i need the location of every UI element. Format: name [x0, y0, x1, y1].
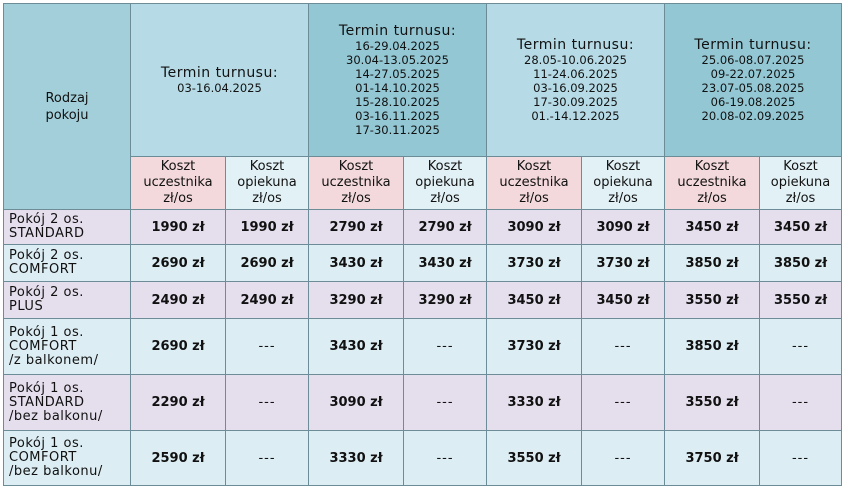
- guardian-price-cell: 2690 zł: [226, 245, 309, 282]
- room-type-cell: Pokój 2 os. STANDARD: [4, 210, 131, 245]
- participant-price-cell: 1990 zł: [131, 210, 226, 245]
- cost-guardian-header: Koszt opiekuna zł/os: [226, 157, 309, 210]
- table-row: [4, 282, 842, 319]
- term-date: 14-27.05.2025: [355, 67, 440, 81]
- term-date: 03-16.11.2025: [355, 109, 440, 123]
- price-table-body: [4, 210, 842, 486]
- participant-price-cell: 2690 zł: [131, 245, 226, 282]
- table-row: [4, 375, 842, 431]
- participant-price-cell: 3330 zł: [487, 375, 582, 431]
- guardian-price-cell: 2790 zł: [404, 210, 487, 245]
- participant-price-cell: 2690 zł: [131, 319, 226, 375]
- room-type-cell: Pokój 2 os. COMFORT: [4, 245, 131, 282]
- participant-price-cell: 3330 zł: [309, 431, 404, 486]
- cost-participant-header: Koszt uczestnika zł/os: [665, 157, 760, 210]
- term-dates-1: [131, 81, 308, 95]
- term-date: 11-24.06.2025: [533, 67, 618, 81]
- participant-price-cell: 2490 zł: [131, 282, 226, 319]
- participant-price-cell: 3750 zł: [665, 431, 760, 486]
- guardian-price-cell: ---: [582, 319, 665, 375]
- room-type-cell: Pokój 1 os. COMFORT /z balkonem/: [4, 319, 131, 375]
- participant-price-cell: 3450 zł: [665, 210, 760, 245]
- term-date: 16-29.04.2025: [355, 39, 440, 53]
- guardian-price-cell: ---: [404, 431, 487, 486]
- term-title-4: Termin turnusu:: [694, 37, 812, 53]
- table-row: [4, 245, 842, 282]
- guardian-price-cell: ---: [760, 431, 842, 486]
- cost-guardian-header: Koszt opiekuna zł/os: [760, 157, 842, 210]
- term-date: 23.07-05.08.2025: [701, 81, 805, 95]
- table-row: [4, 210, 842, 245]
- room-type-header: Rodzaj pokoju: [4, 4, 131, 210]
- participant-price-cell: 3730 zł: [487, 245, 582, 282]
- participant-price-cell: 3550 zł: [665, 282, 760, 319]
- participant-price-cell: 3850 zł: [665, 245, 760, 282]
- term-date: 25.06-08.07.2025: [701, 53, 805, 67]
- cost-participant-header: Koszt uczestnika zł/os: [309, 157, 404, 210]
- cost-guardian-header: Koszt opiekuna zł/os: [404, 157, 487, 210]
- guardian-price-cell: ---: [760, 319, 842, 375]
- table-row: [4, 431, 842, 486]
- guardian-price-cell: ---: [226, 431, 309, 486]
- term-date: 06-19.08.2025: [710, 95, 796, 109]
- guardian-price-cell: 3550 zł: [760, 282, 842, 319]
- participant-price-cell: 2590 zł: [131, 431, 226, 486]
- participant-price-cell: 3290 zł: [309, 282, 404, 319]
- term-date: 15-28.10.2025: [355, 95, 440, 109]
- participant-price-cell: 2290 zł: [131, 375, 226, 431]
- term-title-2: Termin turnusu:: [338, 23, 457, 39]
- participant-price-cell: 3730 zł: [487, 319, 582, 375]
- guardian-price-cell: 3730 zł: [582, 245, 665, 282]
- term-date: 03-16.09.2025: [533, 81, 618, 95]
- room-type-cell: Pokój 2 os. PLUS: [4, 282, 131, 319]
- term-date: 01.-14.12.2025: [531, 109, 620, 123]
- cost-participant-header: Koszt uczestnika zł/os: [487, 157, 582, 210]
- guardian-price-cell: 3850 zł: [760, 245, 842, 282]
- guardian-price-cell: ---: [404, 319, 487, 375]
- cost-guardian-header: Koszt opiekuna zł/os: [582, 157, 665, 210]
- guardian-price-cell: ---: [760, 375, 842, 431]
- guardian-price-cell: ---: [226, 319, 309, 375]
- cost-participant-header: Koszt uczestnika zł/os: [131, 157, 226, 210]
- participant-price-cell: 3550 zł: [487, 431, 582, 486]
- guardian-price-cell: 3450 zł: [582, 282, 665, 319]
- term-header-2: [309, 4, 487, 157]
- guardian-price-cell: 1990 zł: [226, 210, 309, 245]
- term-header-4: [665, 4, 842, 157]
- price-table: [3, 3, 842, 486]
- term-date: 17-30.09.2025: [533, 95, 618, 109]
- table-row: [4, 319, 842, 375]
- guardian-price-cell: 3450 zł: [760, 210, 842, 245]
- room-type-cell: Pokój 1 os. STANDARD /bez balkonu/: [4, 375, 131, 431]
- term-date: 03-16.04.2025: [177, 81, 262, 95]
- guardian-price-cell: 3090 zł: [582, 210, 665, 245]
- room-type-cell: Pokój 1 os. COMFORT /bez balkonu/: [4, 431, 131, 486]
- term-date: 20.08-02.09.2025: [701, 109, 805, 123]
- participant-price-cell: 3430 zł: [309, 245, 404, 282]
- participant-price-cell: 3550 zł: [665, 375, 760, 431]
- participant-price-cell: 2790 zł: [309, 210, 404, 245]
- term-header-1: [131, 4, 309, 157]
- guardian-price-cell: ---: [582, 431, 665, 486]
- term-date: 01-14.10.2025: [355, 81, 440, 95]
- participant-price-cell: 3430 zł: [309, 319, 404, 375]
- term-dates-3: [487, 53, 664, 123]
- participant-price-cell: 3090 zł: [309, 375, 404, 431]
- term-dates-2: [309, 39, 486, 137]
- guardian-price-cell: 2490 zł: [226, 282, 309, 319]
- guardian-price-cell: ---: [582, 375, 665, 431]
- term-dates-4: [665, 53, 841, 123]
- term-date: 28.05-10.06.2025: [524, 53, 627, 67]
- term-title-1: Termin turnusu:: [160, 65, 279, 81]
- term-date: 17-30.11.2025: [355, 123, 440, 137]
- guardian-price-cell: ---: [404, 375, 487, 431]
- guardian-price-cell: ---: [226, 375, 309, 431]
- term-date: 09-22.07.2025: [710, 67, 796, 81]
- term-title-3: Termin turnusu:: [516, 37, 635, 53]
- participant-price-cell: 3850 zł: [665, 319, 760, 375]
- participant-price-cell: 3450 zł: [487, 282, 582, 319]
- guardian-price-cell: 3430 zł: [404, 245, 487, 282]
- term-header-3: [487, 4, 665, 157]
- term-date: 30.04-13.05.2025: [346, 53, 449, 67]
- participant-price-cell: 3090 zł: [487, 210, 582, 245]
- guardian-price-cell: 3290 zł: [404, 282, 487, 319]
